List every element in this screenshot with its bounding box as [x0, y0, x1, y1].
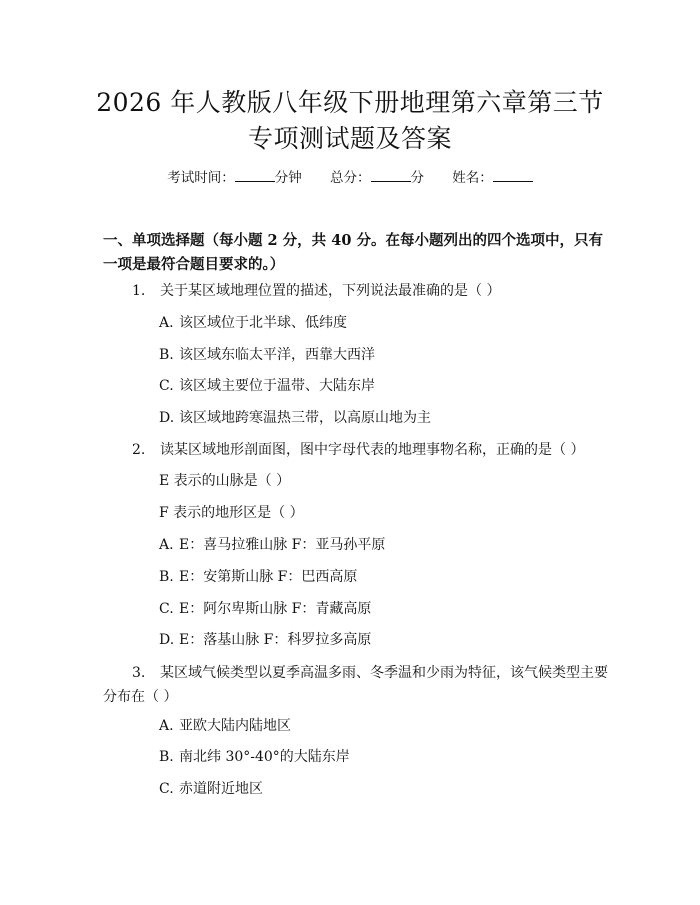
total-score [330, 170, 428, 186]
option-text: E：阿尔卑斯山脉 F：青藏高原 [179, 601, 372, 617]
question-2 [132, 439, 584, 461]
option-label: A. [159, 537, 174, 553]
question-stem: 读某区域地形剖面图，图中字母代表的地理事物名称，正确的是（ ） [160, 442, 585, 458]
document-title-line-2: 专项测试题及答案 [247, 124, 452, 153]
option-label: B. [159, 347, 174, 363]
question-1 [132, 280, 500, 302]
exam-meta [0, 168, 700, 188]
sub-question-e: E 表示的山脉是（ ） [159, 473, 291, 489]
option-text: E：安第斯山脉 F：巴西高原 [179, 569, 358, 585]
option-1c[interactable] [159, 375, 375, 397]
total-score-label: 总分： [330, 170, 371, 186]
option-2b[interactable] [159, 566, 357, 588]
option-label: D. [159, 632, 175, 648]
option-label: A. [159, 718, 174, 734]
option-text: 该区域东临太平洋，西靠大西洋 [179, 347, 375, 363]
option-text: 该区域位于北半球、低纬度 [179, 315, 347, 331]
option-label: B. [159, 749, 174, 765]
option-text: 南北纬 30°-40°的大陆东岸 [179, 749, 350, 765]
student-name-label: 姓名： [452, 170, 493, 186]
option-label: C. [159, 781, 174, 797]
option-text: 该区域主要位于温带、大陆东岸 [179, 378, 375, 394]
option-1d[interactable] [159, 407, 431, 429]
option-3a[interactable] [159, 715, 291, 737]
total-score-unit: 分 [410, 170, 424, 186]
question-number: 3. [132, 665, 146, 681]
total-score-blank[interactable] [371, 169, 411, 182]
option-label: B. [159, 569, 174, 585]
option-text: E：落基山脉 F：科罗拉多高原 [179, 632, 372, 648]
option-label: C. [159, 378, 174, 394]
question-stem: 关于某区域地理位置的描述，下列说法最准确的是（ ） [160, 283, 501, 299]
option-label: C. [159, 601, 174, 617]
exam-time-blank[interactable] [235, 169, 275, 182]
option-3c[interactable] [159, 778, 263, 800]
question-3 [103, 661, 608, 709]
option-text: 该区域地跨寒温热三带，以高原山地为主 [179, 410, 431, 426]
document-title-line-1: 2026 年人教版八年级下册地理第六章第三节 [96, 88, 604, 117]
sub-question-f: F 表示的地形区是（ ） [159, 505, 304, 521]
option-1b[interactable] [159, 344, 375, 366]
option-2c[interactable] [159, 598, 371, 620]
option-3b[interactable] [159, 746, 350, 768]
exam-time [167, 170, 306, 186]
option-text: 赤道附近地区 [179, 781, 263, 797]
section-heading: 一、单项选择题（每小题 2 分，共 40 分。在每小题列出的四个选项中，只有一项是最符合题目要求的。） [103, 232, 603, 273]
option-label: A. [159, 315, 174, 331]
option-2a[interactable] [159, 534, 385, 556]
question-number: 2. [132, 442, 146, 458]
option-label: D. [159, 410, 175, 426]
student-name [452, 170, 533, 186]
option-1a[interactable] [159, 312, 347, 334]
question-stem: 某区域气候类型以夏季高温多雨、冬季温和少雨为特征，该气候类型主要分布在（ ） [103, 665, 608, 705]
option-2d[interactable] [159, 629, 371, 651]
exam-time-unit: 分钟 [274, 170, 302, 186]
option-text: E：喜马拉雅山脉 F：亚马孙平原 [179, 537, 386, 553]
exam-time-label: 考试时间： [167, 170, 235, 186]
student-name-blank[interactable] [493, 169, 533, 182]
option-text: 亚欧大陆内陆地区 [179, 718, 291, 734]
question-number: 1. [132, 283, 146, 299]
